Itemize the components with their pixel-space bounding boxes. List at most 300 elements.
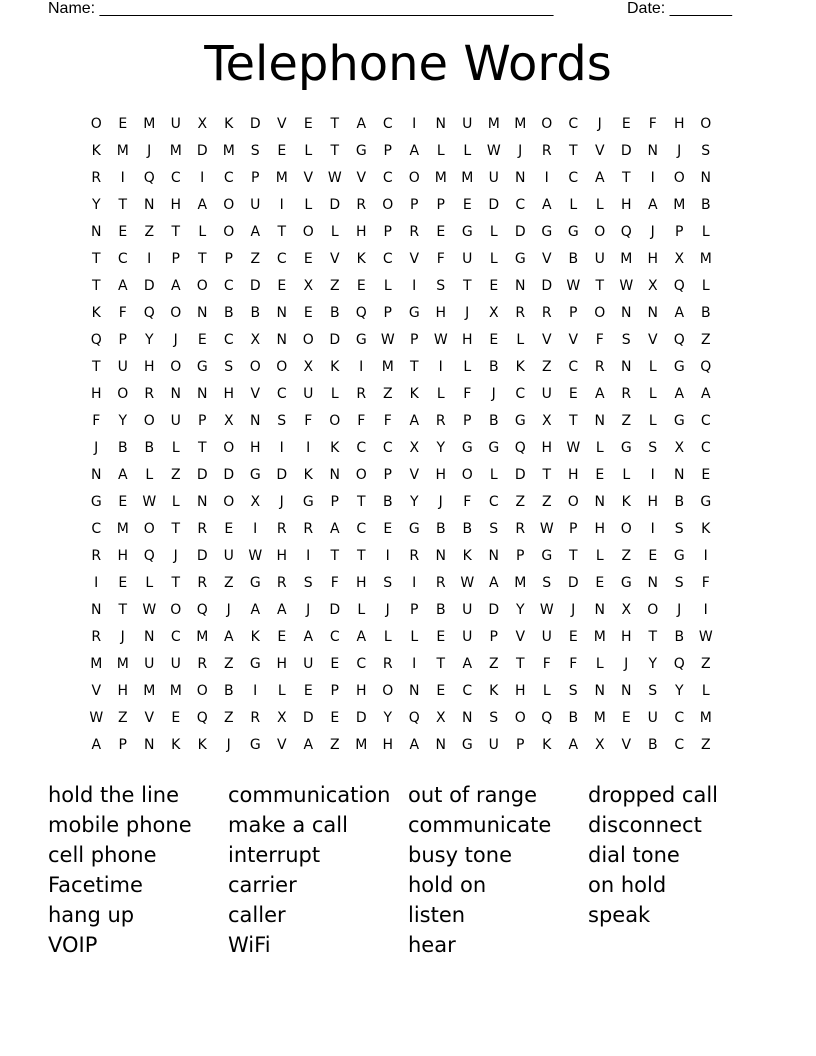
grid-letter: G <box>408 521 420 537</box>
grid-letter: C <box>117 251 128 267</box>
grid-letter: J <box>438 494 443 510</box>
grid-letter: V <box>276 116 287 132</box>
grid-letter: O <box>620 521 632 537</box>
grid-letter: T <box>648 629 658 645</box>
grid-letter: G <box>514 251 526 267</box>
grid-letter: Z <box>329 737 340 753</box>
grid-letter: E <box>118 575 128 591</box>
grid-letter: A <box>117 278 128 294</box>
grid-letter: R <box>197 656 208 672</box>
grid-letter: B <box>700 197 711 213</box>
grid-letter: G <box>488 440 500 456</box>
grid-letter: Q <box>355 305 367 321</box>
word-item: listen <box>408 903 466 927</box>
grid-letter: G <box>567 224 579 240</box>
grid-letter: A <box>197 197 208 213</box>
grid-letter: J <box>677 143 682 159</box>
word-item: communication <box>228 783 391 807</box>
grid-letter: H <box>249 440 261 456</box>
grid-letter: M <box>222 143 235 159</box>
grid-letter: S <box>436 278 446 294</box>
grid-letter: D <box>541 278 553 294</box>
grid-letter: K <box>330 359 340 375</box>
grid-letter: I <box>650 467 655 483</box>
grid-letter: F <box>648 116 657 132</box>
grid-letter: R <box>197 575 208 591</box>
grid-letter: D <box>329 197 341 213</box>
grid-letter: B <box>462 521 473 537</box>
grid-letter: M <box>143 116 156 132</box>
grid-letter: C <box>276 386 287 402</box>
grid-letter: M <box>196 629 209 645</box>
grid-letter: A <box>223 629 234 645</box>
grid-letter: M <box>116 143 129 159</box>
grid-letter: Z <box>700 332 711 348</box>
grid-row <box>83 573 719 600</box>
grid-letter: G <box>355 332 367 348</box>
grid-letter: Z <box>223 656 234 672</box>
grid-letter: U <box>488 737 499 753</box>
grid-letter: O <box>302 224 314 240</box>
grid-letter: O <box>514 710 526 726</box>
word-item: make a call <box>228 813 348 837</box>
grid-letter: S <box>674 521 684 537</box>
grid-letter: C <box>382 116 393 132</box>
grid-letter: I <box>306 548 311 564</box>
grid-letter: N <box>91 467 102 483</box>
grid-letter: H <box>541 440 553 456</box>
word-item: disconnect <box>588 813 702 837</box>
grid-letter: P <box>675 224 684 240</box>
grid-letter: M <box>116 521 129 537</box>
grid-letter: R <box>435 413 446 429</box>
grid-letter: W <box>142 494 157 510</box>
grid-row <box>83 600 719 627</box>
grid-letter: E <box>648 548 658 564</box>
grid-letter: R <box>594 359 605 375</box>
grid-letter: X <box>303 278 314 294</box>
grid-letter: N <box>647 575 658 591</box>
grid-letter: H <box>673 116 685 132</box>
grid-letter: E <box>197 332 207 348</box>
word-column <box>408 780 588 960</box>
grid-letter: H <box>90 386 102 402</box>
grid-letter: J <box>571 602 576 618</box>
grid-letter: L <box>542 683 551 699</box>
grid-letter: S <box>383 575 393 591</box>
grid-letter: N <box>170 386 181 402</box>
grid-letter: C <box>382 170 393 186</box>
name-line: Name: ___________________________________________________ <box>48 0 554 17</box>
grid-letter: X <box>250 494 261 510</box>
grid-letter: E <box>277 278 287 294</box>
grid-letter: X <box>409 440 420 456</box>
word-item: Facetime <box>48 873 143 897</box>
grid-letter: U <box>647 710 658 726</box>
grid-letter: E <box>303 683 313 699</box>
grid-letter: E <box>277 143 287 159</box>
grid-letter: R <box>144 386 155 402</box>
grid-letter: N <box>515 278 526 294</box>
grid-letter: V <box>594 143 605 159</box>
grid-letter: E <box>436 683 446 699</box>
grid-letter: H <box>435 467 447 483</box>
grid-letter: R <box>435 575 446 591</box>
grid-row <box>83 276 719 303</box>
grid-letter: H <box>170 197 182 213</box>
grid-letter: T <box>621 170 631 186</box>
grid-letter: B <box>674 629 685 645</box>
grid-letter: D <box>488 602 500 618</box>
word-item: communicate <box>408 813 552 837</box>
grid-letter: H <box>355 575 367 591</box>
grid-letter: N <box>197 305 208 321</box>
grid-letter: G <box>461 440 473 456</box>
grid-letter: L <box>595 440 604 456</box>
grid-letter: Z <box>117 710 128 726</box>
grid-letter: K <box>91 305 101 321</box>
grid-letter: L <box>383 629 392 645</box>
grid-letter: C <box>356 521 367 537</box>
grid-letter: Y <box>515 602 525 618</box>
grid-letter: T <box>409 359 419 375</box>
grid-letter: O <box>276 359 288 375</box>
grid-letter: T <box>91 278 101 294</box>
grid-letter: C <box>568 170 579 186</box>
grid-letter: E <box>303 251 313 267</box>
grid-letter: K <box>489 683 499 699</box>
grid-letter: T <box>171 224 181 240</box>
grid-letter: F <box>118 305 127 321</box>
grid-letter: E <box>303 116 313 132</box>
grid-letter: K <box>462 548 472 564</box>
grid-letter: X <box>303 359 314 375</box>
grid-row <box>83 411 719 438</box>
grid-letter: L <box>648 359 657 375</box>
grid-letter: D <box>196 143 208 159</box>
grid-letter: L <box>357 602 366 618</box>
grid-letter: S <box>542 575 552 591</box>
grid-letter: X <box>276 710 287 726</box>
grid-letter: D <box>514 467 526 483</box>
grid-letter: L <box>489 251 498 267</box>
grid-letter: L <box>145 467 154 483</box>
grid-letter: O <box>700 116 712 132</box>
grid-letter: X <box>250 332 261 348</box>
grid-letter: T <box>197 251 207 267</box>
grid-letter: L <box>595 197 604 213</box>
grid-row <box>83 249 719 276</box>
grid-letter: L <box>330 224 339 240</box>
grid-letter: U <box>170 656 181 672</box>
word-item: busy tone <box>408 843 512 867</box>
grid-letter: M <box>434 170 447 186</box>
grid-letter: B <box>223 305 234 321</box>
word-item: out of range <box>408 783 538 807</box>
grid-letter: R <box>356 386 367 402</box>
grid-letter: V <box>621 737 632 753</box>
grid-letter: J <box>518 143 523 159</box>
grid-letter: H <box>620 197 632 213</box>
grid-letter: G <box>541 224 553 240</box>
grid-letter: T <box>462 278 472 294</box>
grid-letter: M <box>90 656 103 672</box>
grid-letter: L <box>701 683 710 699</box>
grid-letter: N <box>91 224 102 240</box>
grid-letter: Q <box>673 332 685 348</box>
grid-letter: N <box>700 170 711 186</box>
grid-letter: R <box>409 548 420 564</box>
grid-letter: D <box>567 575 579 591</box>
grid-letter: T <box>515 656 525 672</box>
grid-letter: H <box>143 359 155 375</box>
grid-letter: I <box>306 440 311 456</box>
grid-letter: V <box>541 251 552 267</box>
grid-letter: C <box>356 440 367 456</box>
grid-letter: J <box>226 737 231 753</box>
grid-letter: L <box>436 143 445 159</box>
grid-letter: P <box>224 251 233 267</box>
grid-letter: C <box>568 359 579 375</box>
grid-letter: A <box>541 197 552 213</box>
grid-letter: O <box>223 224 235 240</box>
grid-letter: J <box>597 116 602 132</box>
grid-letter: T <box>330 548 340 564</box>
word-column <box>228 780 408 960</box>
grid-letter: T <box>330 143 340 159</box>
grid-letter: I <box>703 548 708 564</box>
grid-letter: O <box>223 494 235 510</box>
letter-grid <box>83 114 719 762</box>
grid-row <box>83 168 719 195</box>
grid-letter: O <box>541 116 553 132</box>
grid-letter: P <box>383 467 392 483</box>
grid-letter: A <box>409 143 420 159</box>
grid-letter: X <box>197 116 208 132</box>
grid-letter: R <box>409 224 420 240</box>
grid-letter: D <box>329 332 341 348</box>
grid-letter: R <box>515 305 526 321</box>
grid-letter: R <box>250 710 261 726</box>
grid-letter: S <box>250 143 260 159</box>
grid-letter: D <box>276 467 288 483</box>
grid-letter: N <box>621 305 632 321</box>
grid-letter: C <box>329 629 340 645</box>
grid-letter: E <box>118 494 128 510</box>
grid-letter: G <box>541 548 553 564</box>
grid-letter: J <box>491 386 496 402</box>
grid-letter: G <box>408 305 420 321</box>
grid-letter: L <box>489 224 498 240</box>
grid-letter: G <box>90 494 102 510</box>
grid-letter: D <box>143 278 155 294</box>
grid-letter: L <box>436 386 445 402</box>
grid-letter: L <box>304 143 313 159</box>
grid-letter: Y <box>674 683 684 699</box>
grid-letter: T <box>568 548 578 564</box>
grid-letter: W <box>698 629 713 645</box>
grid-letter: W <box>619 278 634 294</box>
grid-letter: N <box>276 332 287 348</box>
grid-letter: U <box>223 548 234 564</box>
grid-letter: L <box>463 143 472 159</box>
grid-letter: F <box>542 656 551 672</box>
grid-letter: Z <box>170 467 181 483</box>
word-item: cell phone <box>48 843 157 867</box>
grid-letter: Q <box>541 710 553 726</box>
grid-letter: H <box>355 683 367 699</box>
grid-letter: K <box>197 737 207 753</box>
grid-letter: G <box>673 413 685 429</box>
word-column <box>588 780 768 930</box>
grid-letter: N <box>515 170 526 186</box>
grid-row <box>83 141 719 168</box>
grid-letter: G <box>302 494 314 510</box>
grid-letter: P <box>489 629 498 645</box>
grid-letter: L <box>171 494 180 510</box>
grid-letter: Z <box>621 413 632 429</box>
grid-letter: R <box>276 521 287 537</box>
grid-letter: D <box>329 602 341 618</box>
grid-letter: P <box>198 413 207 429</box>
grid-letter: H <box>382 737 394 753</box>
grid-letter: P <box>436 197 445 213</box>
grid-letter: S <box>489 521 499 537</box>
grid-letter: E <box>595 575 605 591</box>
grid-letter: N <box>647 305 658 321</box>
grid-letter: I <box>412 116 417 132</box>
grid-letter: R <box>621 386 632 402</box>
grid-letter: E <box>436 224 446 240</box>
grid-letter: E <box>489 278 499 294</box>
grid-letter: O <box>673 170 685 186</box>
grid-letter: Z <box>329 278 340 294</box>
grid-letter: W <box>327 170 342 186</box>
grid-letter: B <box>568 251 579 267</box>
grid-letter: E <box>224 521 234 537</box>
grid-letter: P <box>383 224 392 240</box>
grid-letter: J <box>624 656 629 672</box>
grid-letter: U <box>462 251 473 267</box>
grid-letter: F <box>701 575 710 591</box>
grid-letter: B <box>329 305 340 321</box>
grid-letter: A <box>303 629 314 645</box>
grid-letter: Z <box>144 224 155 240</box>
grid-letter: C <box>700 440 711 456</box>
grid-letter: R <box>197 521 208 537</box>
grid-letter: N <box>329 467 340 483</box>
grid-letter: I <box>253 521 258 537</box>
grid-letter: V <box>144 710 155 726</box>
grid-letter: W <box>380 332 395 348</box>
grid-letter: E <box>171 710 181 726</box>
grid-letter: G <box>673 548 685 564</box>
grid-letter: W <box>460 575 475 591</box>
grid-letter: G <box>249 737 261 753</box>
grid-letter: Y <box>648 656 658 672</box>
grid-letter: E <box>595 467 605 483</box>
grid-letter: K <box>701 521 711 537</box>
grid-letter: W <box>89 710 104 726</box>
grid-letter: M <box>169 143 182 159</box>
grid-letter: B <box>568 710 579 726</box>
grid-letter: M <box>593 710 606 726</box>
grid-letter: B <box>647 737 658 753</box>
grid-letter: V <box>303 170 314 186</box>
grid-letter: X <box>541 413 552 429</box>
grid-letter: A <box>250 224 261 240</box>
word-item: caller <box>228 903 286 927</box>
grid-letter: P <box>383 305 392 321</box>
grid-letter: J <box>226 602 231 618</box>
grid-letter: N <box>621 359 632 375</box>
grid-letter: Q <box>673 278 685 294</box>
grid-letter: G <box>249 467 261 483</box>
grid-letter: J <box>94 440 99 456</box>
grid-letter: L <box>701 224 710 240</box>
grid-letter: U <box>170 116 181 132</box>
grid-letter: N <box>488 548 499 564</box>
grid-letter: H <box>435 305 447 321</box>
grid-row <box>83 492 719 519</box>
grid-row <box>83 114 719 141</box>
grid-letter: G <box>355 143 367 159</box>
grid-letter: H <box>276 548 288 564</box>
grid-letter: B <box>250 305 261 321</box>
grid-letter: A <box>303 737 314 753</box>
grid-letter: C <box>91 521 102 537</box>
grid-letter: T <box>277 224 287 240</box>
grid-letter: H <box>117 683 129 699</box>
grid-letter: H <box>276 656 288 672</box>
grid-letter: T <box>197 440 207 456</box>
grid-letter: Q <box>196 602 208 618</box>
grid-letter: W <box>486 143 501 159</box>
grid-letter: T <box>436 656 446 672</box>
grid-letter: N <box>144 197 155 213</box>
grid-letter: K <box>621 494 631 510</box>
grid-letter: S <box>489 710 499 726</box>
grid-letter: F <box>463 494 472 510</box>
grid-letter: U <box>250 197 261 213</box>
grid-row <box>83 735 719 762</box>
grid-letter: G <box>196 359 208 375</box>
grid-letter: E <box>118 224 128 240</box>
grid-letter: H <box>620 629 632 645</box>
grid-letter: K <box>224 116 234 132</box>
grid-letter: I <box>703 602 708 618</box>
grid-letter: H <box>567 467 579 483</box>
grid-letter: O <box>594 224 606 240</box>
grid-letter: O <box>249 359 261 375</box>
grid-letter: A <box>700 386 711 402</box>
grid-letter: P <box>410 197 419 213</box>
grid-letter: M <box>275 170 288 186</box>
grid-letter: O <box>170 305 182 321</box>
grid-letter: O <box>223 197 235 213</box>
worksheet-header <box>48 0 768 20</box>
word-item: mobile phone <box>48 813 192 837</box>
grid-letter: O <box>223 440 235 456</box>
grid-letter: A <box>409 413 420 429</box>
grid-letter: H <box>647 251 659 267</box>
grid-letter: V <box>515 629 526 645</box>
grid-letter: S <box>674 575 684 591</box>
grid-letter: X <box>488 305 499 321</box>
grid-row <box>83 303 719 330</box>
grid-letter: A <box>356 629 367 645</box>
grid-letter: Q <box>196 710 208 726</box>
